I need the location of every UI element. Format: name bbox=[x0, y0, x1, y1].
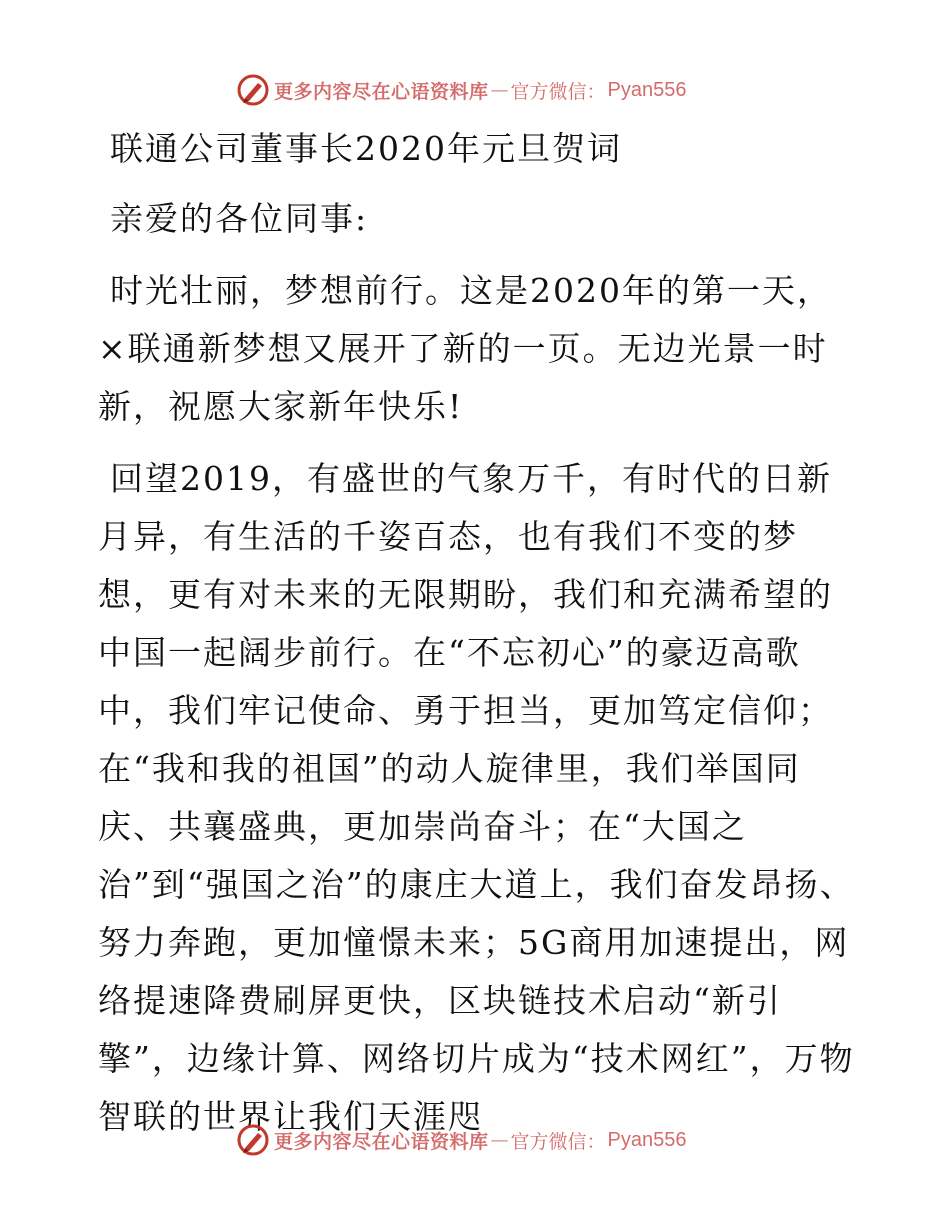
watermark-dash: — bbox=[490, 1129, 509, 1151]
watermark-wechat-label: 官方微信： bbox=[510, 80, 606, 103]
watermark-brand: 更多内容尽在心语资料库 bbox=[274, 1130, 489, 1153]
watermark-header bbox=[236, 72, 736, 108]
watermark-wechat-id: Pyan556 bbox=[607, 1128, 687, 1151]
watermark-wechat-label: 官方微信： bbox=[510, 1130, 606, 1153]
pen-logo-icon bbox=[236, 1123, 270, 1157]
watermark-footer bbox=[236, 1122, 736, 1158]
paragraph: 时光壮丽，梦想前行。这是2020年的第一天，×联通新梦想又展开了新的一页。无边光景一时新，祝愿大家新年快乐! bbox=[98, 271, 832, 426]
greeting: 亲爱的各位同事: bbox=[110, 199, 369, 238]
watermark-dash: — bbox=[490, 79, 509, 101]
watermark-wechat-id: Pyan556 bbox=[607, 78, 687, 101]
paragraph: 回望2019，有盛世的气象万千，有时代的日新月异，有生活的千姿百态，也有我们不变的梦想，更有对未来的无限期盼，我们和充满希望的中国一起阔步前行。在“不忘初心”的豪迈高歌中，我们牢记使命、勇于担当，更加笃定信仰；在“我和我的祖国”的动人旋律里，我们举国同庆、共襄盛典，更加崇尚奋斗；在“大国之治”到“强国之治”的康庄大道上，我们奋发昂扬、努力奔跑，更加憧憬未来；5G商用加速提出，网络提速降费刷屏更快，区块链技术启动“新引擎”，边缘计算、网络切片成为“技术网红”，万物智联的世界让我们天涯咫 bbox=[98, 459, 855, 1136]
pen-logo-icon bbox=[236, 73, 270, 107]
document-title: 联通公司董事长2020年元旦贺词 bbox=[110, 129, 622, 168]
watermark-brand: 更多内容尽在心语资料库 bbox=[274, 80, 489, 103]
document-body bbox=[98, 120, 858, 1146]
